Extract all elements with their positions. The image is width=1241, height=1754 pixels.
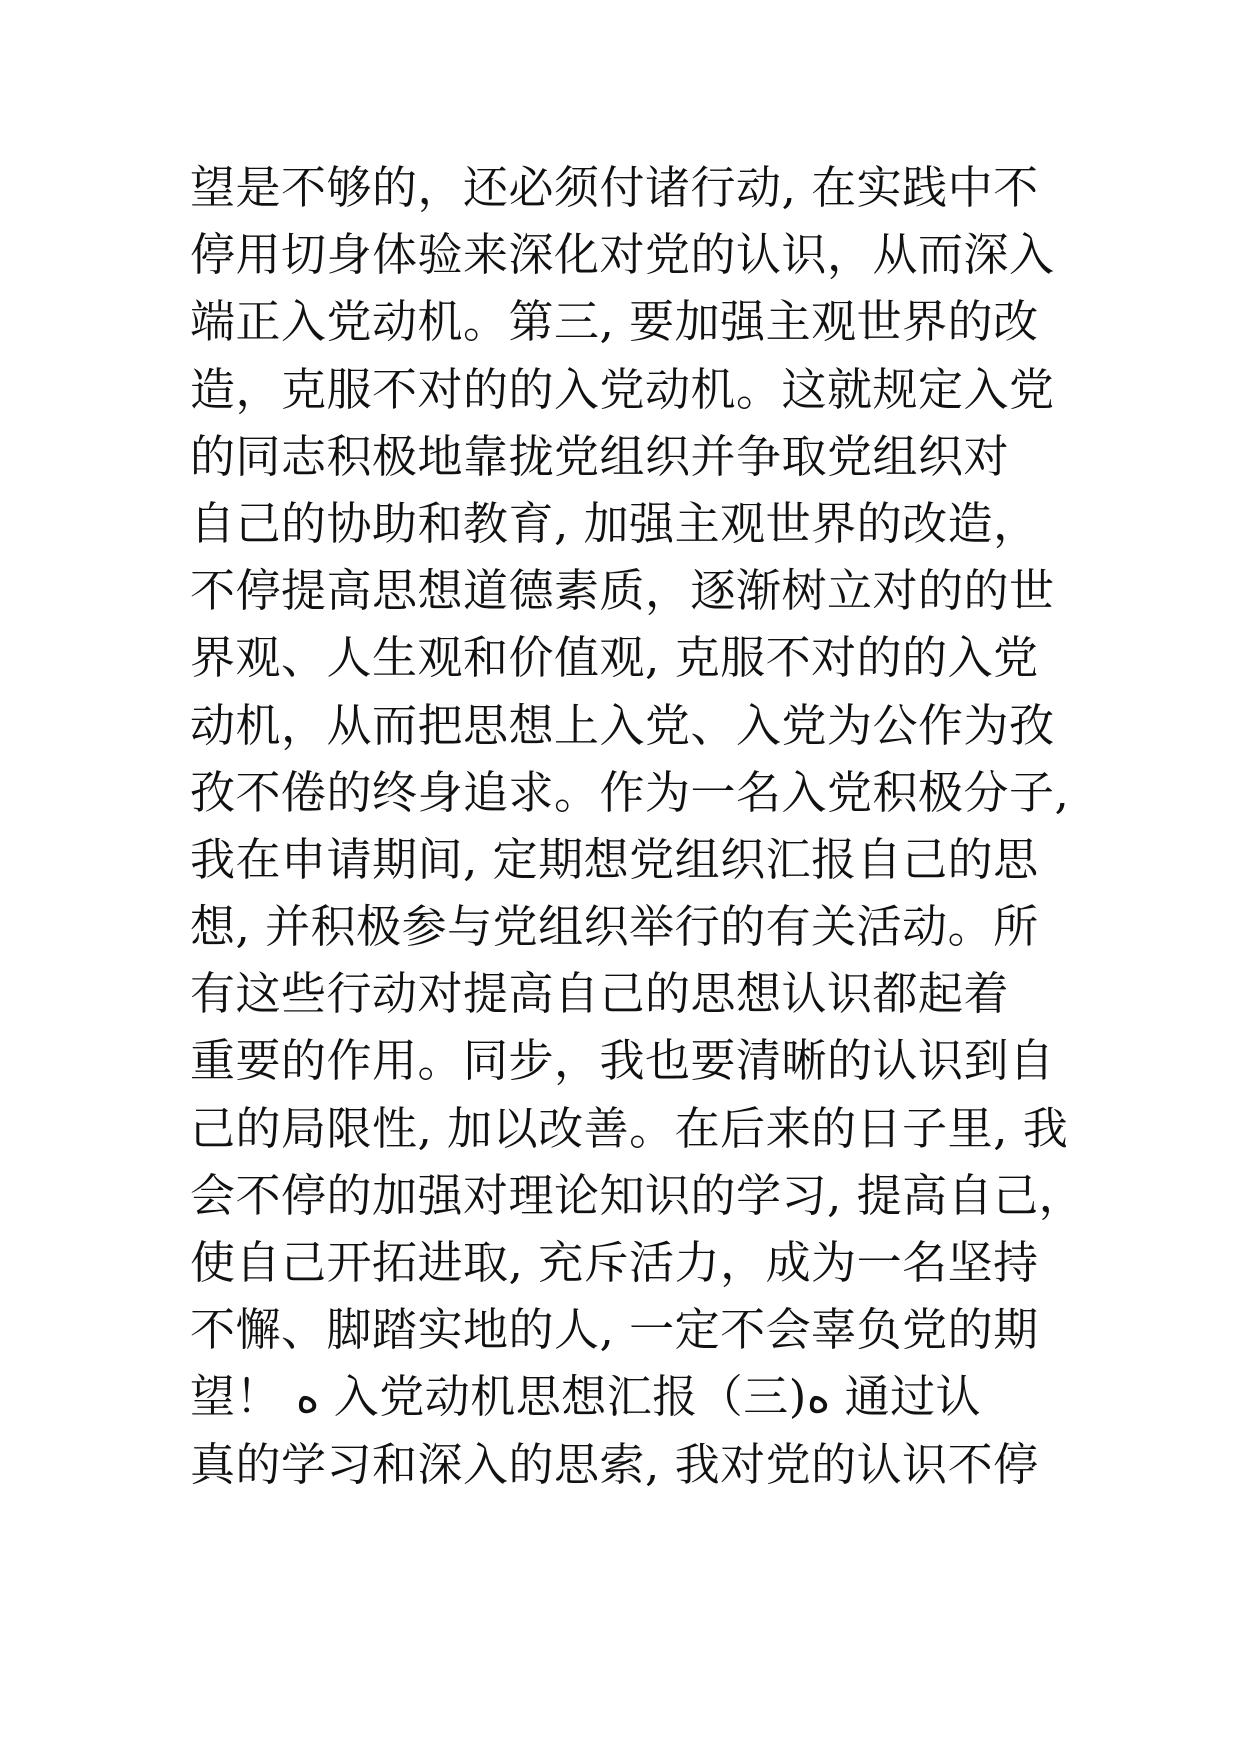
text-line: 会不停的加强对理论知识的学习, 提高自己， [190,1168,1085,1222]
text-line: 望！ ه 入党动机思想汇报（三)ه 通过认 [190,1370,982,1424]
text-line: 望是不够的，还必须付诸行动, 在实践中不 [190,161,1039,214]
text-line: 使自己开拓进取, 充斥活力，成为一名坚持 [190,1236,1039,1289]
text-line: 不懈、脚踏实地的人, 一定不会辜负党的期 [190,1303,1039,1357]
text-line: 不停提高思想道德素质，逐渐树立对的的世 [190,564,1055,618]
text-line: 端正入党动机。第三, 要加强主观世界的改 [190,295,1039,349]
text-line: 造，克服不对的的入党动机。这就规定入党 [190,362,1055,416]
text-line: 孜不倦的终身追求。作为一名入党积极分子, [190,765,1070,819]
text-line: 有这些行动对提高自己的思想认识都起着 [190,967,1010,1021]
text-line: 动机，从而把思想上入党、入党为公作为孜 [190,698,1055,752]
body-text [190,154,1085,1498]
text-line: 的同志积极地靠拢党组织并争取党组织对 [190,429,1010,483]
text-line: 重要的作用。同步，我也要清晰的认识到自 [190,1034,1055,1088]
text-line: 界观、人生观和价值观, 克服不对的的入党 [190,631,1039,685]
text-line: 想, 并积极参与党组织举行的有关活动。所 [190,900,1039,954]
text-line: 停用切身体验来深化对党的认识，从而深入 [190,228,1055,282]
text-line: 我在申请期间, 定期想党组织汇报自己的思 [190,832,1039,886]
text-line: 真的学习和深入的思索, 我对党的认识不停 [190,1437,1039,1491]
text-line: 自己的协助和教育, 加强主观世界的改造， [190,496,1039,550]
text-line: 己的局限性, 加以改善。在后来的日子里, 我 [190,1101,1069,1155]
